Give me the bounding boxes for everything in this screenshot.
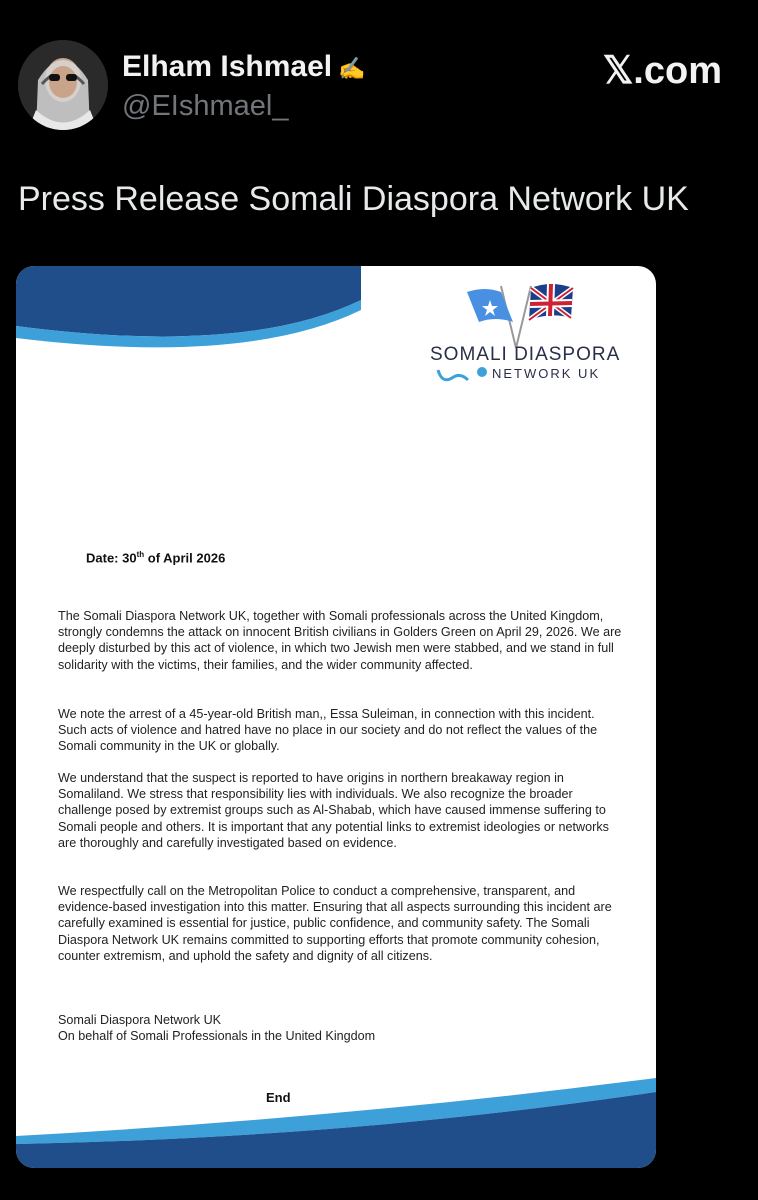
paragraph-4: We respectfully call on the Metropolitan Police to conduct a comprehensive, transparent, and evidence-based investigation into this matter. Ensuring that all aspects surrounding this incident are carefully examined is essential for justice, public confidence, and community safety. The Somali Diaspora Network UK remains committed to supporting efforts that promote community cohesion, counter extremism, and uphold the safety and dignity of all citizens.: [58, 884, 612, 963]
press-release-image[interactable]: [16, 266, 656, 1168]
author-handle[interactable]: @EIshmael_: [122, 90, 289, 122]
press-date: Date: 30th of April 2026: [86, 550, 226, 566]
paragraph-1: The Somali Diaspora Network UK, together with Somali professionals across the United Kingdom, strongly condemns the attack on innocent British civilians in Golders Green on April 29, 2026. We are deeply disturbed by this act of violence, in which two Jewish men were stabbed, and we stand in full solidarity with the victims, their families, and the wider community affected.: [58, 609, 622, 672]
paragraph-2: We note the arrest of a 45-year-old British man,, Essa Suleiman, in connection with this incident. Such acts of violence and hatred have no place in our society and do not reflect the values of the Somali community in the UK or globally.: [58, 707, 598, 754]
writing-hand-icon: ✍: [338, 56, 366, 81]
logo-mark-icon: [434, 360, 494, 384]
signature: [58, 1012, 375, 1044]
author-name[interactable]: [122, 50, 366, 84]
logo-subtitle: NETWORK UK: [492, 366, 601, 381]
paragraph-3: We understand that the suspect is reported to have origins in northern breakaway region in Somaliland. We stress that responsibility lies with individuals. We also recognize the broader challenge posed by extremist groups such as Al-Shabab, which have caused immense suffering to Somali people and others. It is important that any potential links to extremist ideologies or networks are thoroughly and carefully investigated based on evidence.: [58, 771, 609, 850]
end-label: End: [266, 1090, 291, 1105]
author-name-text: Elham Ishmael: [122, 50, 333, 83]
flags-logo: [461, 278, 581, 350]
signature-behalf: On behalf of Somali Professionals in the United Kingdom: [58, 1029, 376, 1044]
signature-org: Somali Diaspora Network UK: [58, 1013, 222, 1027]
site-label: 𝕏.com: [602, 50, 722, 92]
bottom-wave: [16, 1078, 656, 1168]
tweet-header: [18, 40, 740, 132]
logo-title: SOMALI DIASPORA: [430, 344, 621, 365]
avatar[interactable]: [18, 40, 108, 130]
tweet-text: Press Release Somali Diaspora Network UK: [18, 180, 689, 218]
